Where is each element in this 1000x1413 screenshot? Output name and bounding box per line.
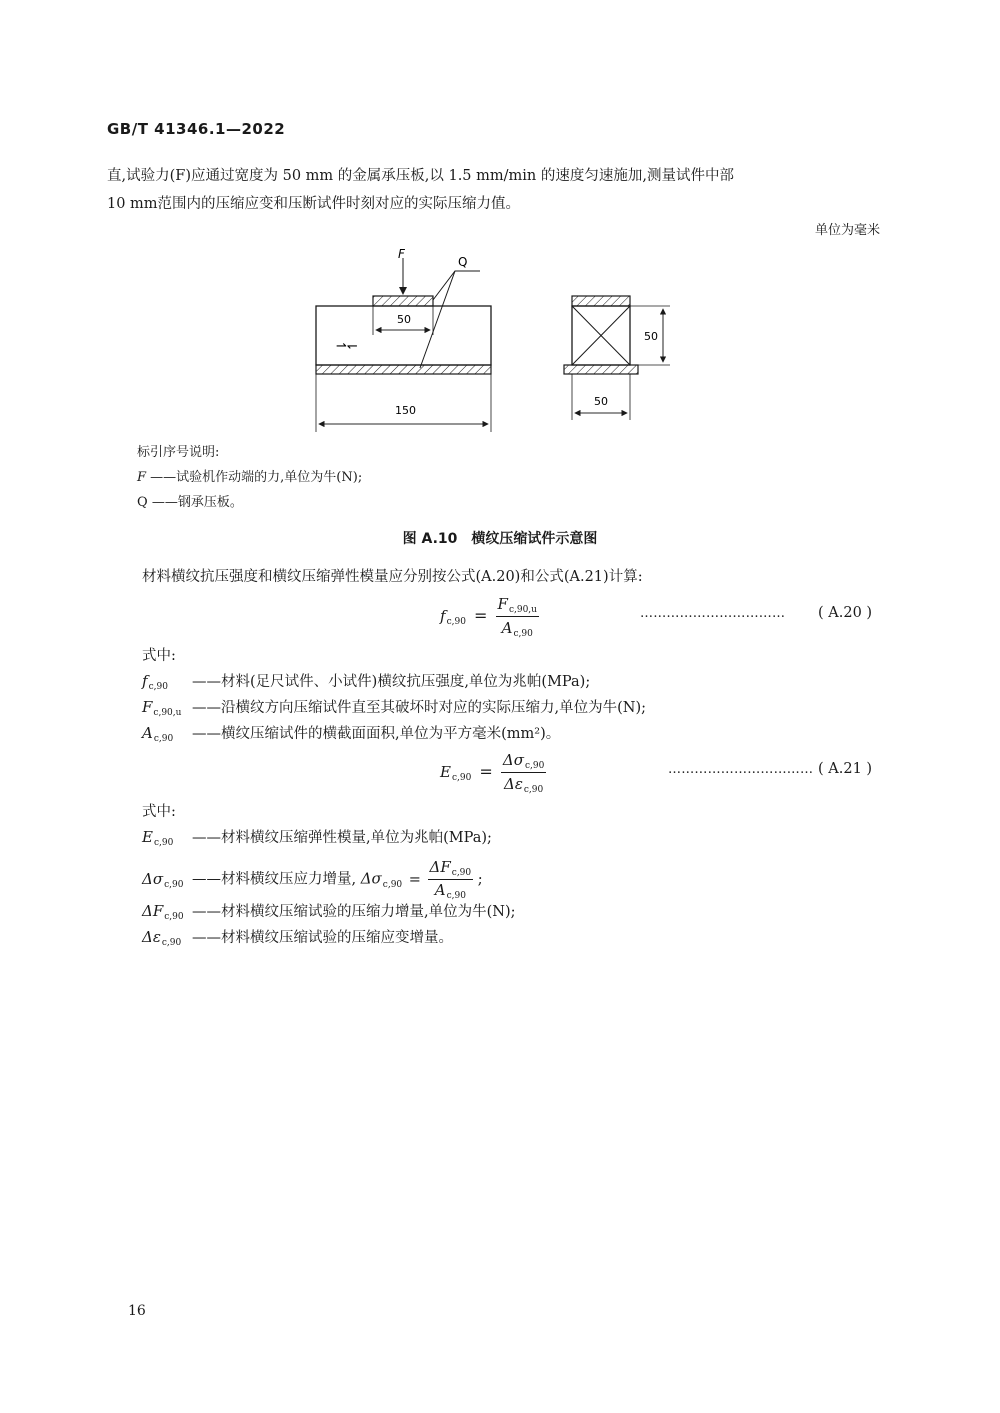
inline-fraction: $\frac{\Delta F_{c,90}}{A_{c,90}}$ — [429, 858, 472, 901]
where-item: $\Delta F_{c,90}$ ——材料横纹压缩试验的压缩力增量,单位为牛(N); — [142, 902, 516, 922]
equation-a21: $E_{c,90}$ = $\frac{\Delta\sigma_{c,90}}{\Delta\varepsilon_{c,90}}$ — [440, 751, 545, 795]
dim-height: 50 — [644, 330, 658, 343]
legend-text: ——试验机作动端的力,单位为牛(N); — [150, 470, 363, 485]
eq-a21-number: ( A.21 ) — [818, 761, 873, 777]
legend-key: Q — [137, 495, 148, 510]
eq-lhs: f — [440, 607, 446, 625]
dim-plate-width: 50 — [397, 313, 411, 326]
page-number: 16 — [128, 1303, 146, 1319]
dim-width: 50 — [594, 395, 608, 408]
leader-q-2 — [420, 271, 455, 368]
legend-title: 标引序号说明: — [137, 445, 220, 460]
equation-a20: $f_{c,90}$ = $\frac{F_{c,90,u}}{A_{c,90}}$ — [440, 595, 537, 639]
section-top-plate — [572, 296, 630, 306]
force-label: F — [398, 247, 405, 261]
eq-fraction: $\frac{\Delta\sigma_{c,90}}{\Delta\varepsilon_{c,90}}$ — [502, 751, 545, 795]
plate-label-q: Q — [458, 255, 468, 269]
where-item: $E_{c,90}$ ——材料横纹压缩弹性模量,单位为兆帕(MPa); — [142, 828, 492, 848]
dim-length: 150 — [395, 404, 416, 417]
eq-fraction: $\frac{F_{c,90,u}}{A_{c,90}}$ — [497, 595, 537, 639]
where-label-1: 式中: — [142, 648, 176, 664]
figure-caption: 图 A.10 横纹压缩试件示意图 — [402, 531, 598, 547]
grain-direction-arrows: ⇀↽ — [336, 339, 358, 354]
eq-a20-leader-dots: …………………………… — [640, 606, 786, 621]
where-item: $\Delta\varepsilon_{c,90}$ ——材料横纹压缩试验的压缩应变增量。 — [142, 928, 453, 948]
calc-intro: 材料横纹抗压强度和横纹压缩弹性模量应分别按公式(A.20)和公式(A.21)计算: — [142, 569, 643, 585]
intro-line-1: 直,试验力(F)应通过宽度为 50 mm 的金属承压板,以 1.5 mm/min 的速度匀速施加,测量试件中部 — [107, 168, 734, 184]
eq-lhs-sub: c,90 — [446, 617, 466, 627]
legend-text: ——钢承压板。 — [151, 495, 243, 510]
where-item: $f_{c,90}$ ——材料(足尺试件、小试件)横纹抗压强度,单位为兆帕(MPa); — [142, 672, 591, 692]
bottom-bearing-plate — [316, 365, 491, 374]
where-item: $F_{c,90,u}$ ——沿横纹方向压缩试件直至其破坏时对应的实际压缩力,单位为牛(N); — [142, 698, 646, 718]
where-label-2: 式中: — [142, 804, 176, 820]
section-bottom-plate — [564, 365, 638, 374]
leader-q — [433, 271, 480, 300]
standard-number: GB/T 41346.1—2022 — [107, 120, 286, 138]
eq-a20-number: ( A.20 ) — [818, 605, 873, 621]
unit-note: 单位为毫米 — [814, 223, 880, 238]
legend-key: F — [137, 470, 147, 485]
legend-item-q — [137, 491, 243, 510]
eq-a21-leader-dots: …………………………… — [668, 762, 814, 777]
legend-item-f — [137, 466, 362, 485]
intro-line-2: 10 mm范围内的压缩应变和压断试件时刻对应的实际压缩力值。 — [107, 196, 521, 212]
where-item: $A_{c,90}$ ——横纹压缩试件的横截面面积,单位为平方毫米(mm²)。 — [142, 724, 561, 744]
where-item: $\Delta\sigma_{c,90}$ ——材料横纹压应力增量, $\Delta\sigma_{c,90}$ = $\frac{\Delta F_{c,90}}{A_{c,90}}$ ; — [142, 858, 483, 901]
top-bearing-plate — [373, 296, 433, 306]
